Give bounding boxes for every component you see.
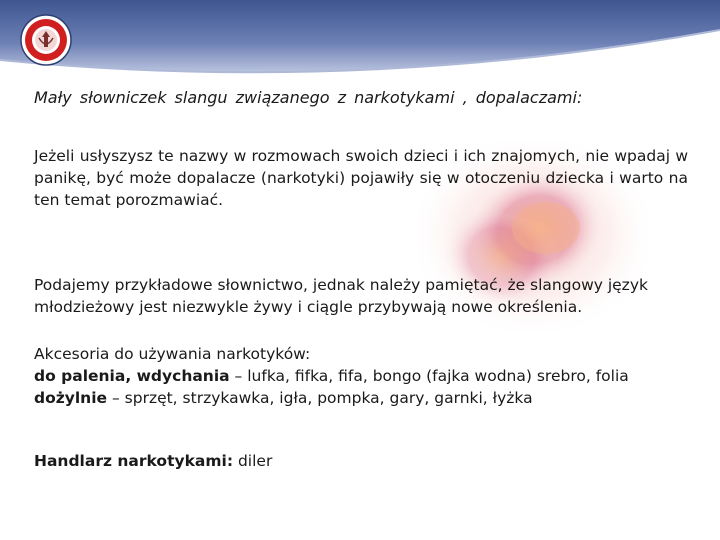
accessories-heading: Akcesoria do używania narkotyków: xyxy=(34,345,311,363)
dealer-term: Handlarz narkotykami: xyxy=(34,452,234,470)
dealer-entry xyxy=(34,450,688,472)
vocabulary-note-paragraph: Podajemy przykładowe słownictwo, jednak należy pamiętać, że slangowy język młodzieżowy jest niezwykle żywy i ciągle przybywają nowe określenia. xyxy=(34,276,648,316)
police-emblem-icon xyxy=(20,14,72,66)
accessory-definition: – sprzęt, strzykawka, igła, pompka, gary, garnki, łyżka xyxy=(107,389,533,407)
accessory-item-injection xyxy=(34,387,688,409)
dealer-definition: diler xyxy=(233,452,273,470)
accessory-item-smoking xyxy=(34,365,688,387)
accessory-term: dożylnie xyxy=(34,389,108,407)
accessories-section xyxy=(34,343,688,409)
accessory-definition: – lufka, fifka, fifa, bongo (fajka wodna) srebro, folia xyxy=(229,367,629,385)
page-title: Mały słowniczek slangu związanego z narkotykami , dopalaczami: xyxy=(34,88,583,107)
accessory-term: do palenia, wdychania xyxy=(34,367,230,385)
intro-paragraph: Jeżeli usłyszysz te nazwy w rozmowach swoich dzieci i ich znajomych, nie wpadaj w panikę, być może dopalacze (narkotyki) pojawiły się w otoczeniu dziecka i warto na ten temat porozmawiać. xyxy=(34,147,688,209)
header-curve xyxy=(0,0,720,90)
